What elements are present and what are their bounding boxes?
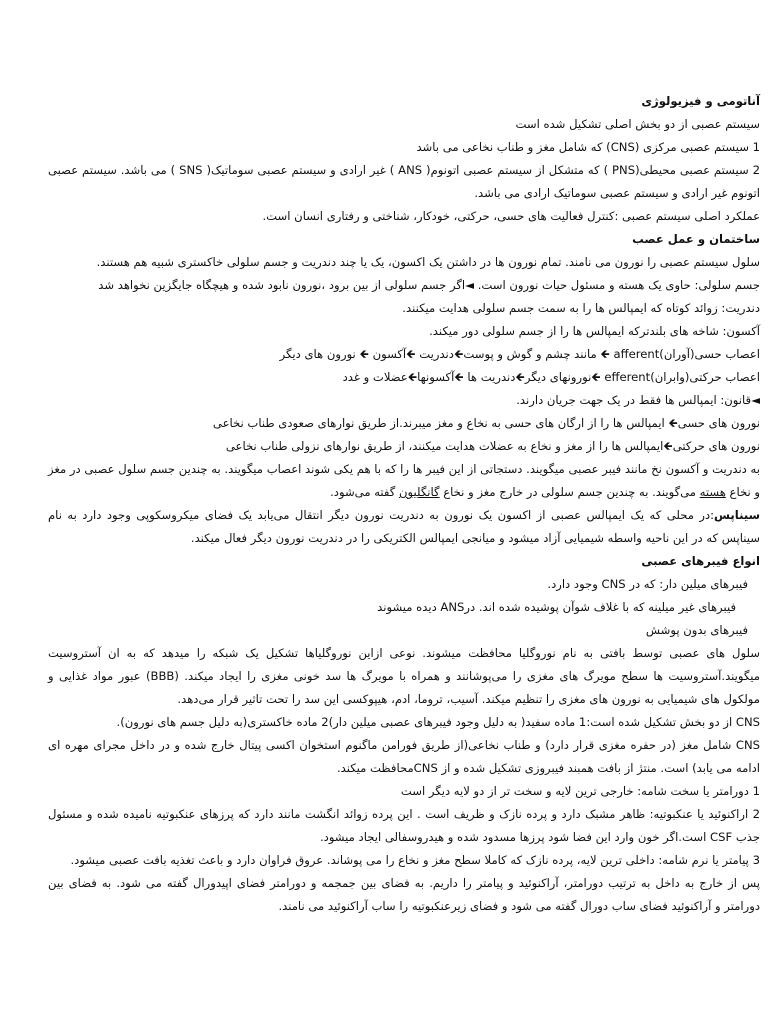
paragraph-neuron: سلول سیستم عصبی را نورون می نامند. تمام نورون ها در داشتن یک اکسون، یک یا چند دندریت و جسم سلولی خاکستری شبیه هم هستند. <box>96 255 760 269</box>
paragraph-cns-meninges: CNS شامل مغز (در حفره مغزی قرار دارد) و طناب نخاعی(از طریق فورامن ماگنوم استخوان اکسی پیتال خارج شده و در داخل مجرای مهره ای ادامه می یابد) است. منتژ از بافت همبند فیبروزی تشکیل شده و از CNSمحافظت میکند. <box>48 738 760 775</box>
paragraph-pns: 2 سیستم عصبی محیطی(PNS ) که متشکل از سیستم عصبی اتونوم( ANS ) غیر ارادی و سیستم عصبی سوماتیک( SNS ) می باشد. سیستم عصبی اتونوم غیر ارادی و سیستم عصبی سوماتیک ارادی می باشد. <box>48 163 760 200</box>
paragraph-cell-body: جسم سلولی: حاوی یک هسته و مسئول حیات نورون است. ◄اگر جسم سلولی از بین برود ،نورون نابود شده و هیچگاه جایگزین نخواهد شد <box>98 278 760 292</box>
underlined-term-nucleus: هسته <box>699 485 726 499</box>
paragraph-afferent: اعصاب حسی(آوران)afferent 🡸 مانند چشم و گوش و پوست🡸دندریت 🡸آکسون 🡸 نورون های دیگر <box>279 347 760 361</box>
paragraph-synapse <box>48 504 760 550</box>
paragraph-nerve-fibers <box>48 458 760 504</box>
paragraph-cns: 1 سیستم عصبی مرکزی (CNS) که شامل مغز و طناب نخاعی می باشد <box>416 140 760 154</box>
paragraph-axon: آکسون: شاخه های بلندترکه ایمپالس ها را از جسم سلولی دور میکند. <box>429 324 760 338</box>
paragraph-nervous-system-parts: سیستم عصبی از دو بخش اصلی تشکیل شده است <box>515 117 760 131</box>
paragraph-main-function: عملکرد اصلی سیستم عصبی :کنترل فعالیت های حسی، حرکتی، خودکار، شناختی و رفتاری انسان است. <box>262 209 760 223</box>
text-run: می‌گویند. به چندین جسم سلولی در خارج مغز و نخاع <box>439 485 700 499</box>
paragraph-dura-mater: 1 دورامتر یا سخت شامه: خارجی ترین لایه و سخت تر از دو لایه دیگر است <box>400 784 760 798</box>
paragraph-rule: ◄قانون: ایمپالس ها فقط در یک جهت جریان دارند. <box>516 393 760 407</box>
text-run: گفته می‌شود. <box>330 485 400 499</box>
paragraph-cns-matter: CNS از دو بخش تشکیل شده است:1 ماده سفید( به دلیل وجود فیبرهای عصبی میلین دار)2 ماده خاکستری(به دلیل جسم های نورون). <box>116 715 760 729</box>
document-page <box>48 90 760 918</box>
paragraph-myelinated: فیبرهای میلین دار: که در CNS وجود دارد. <box>547 577 748 591</box>
bold-term-synapse: سیناپس <box>714 508 760 522</box>
paragraph-efferent: اعصاب حرکتی(وابران)efferent 🡸نورونهای دیگر🡸دندریت ها 🡸آکسونها🡸عضلات و غدد <box>342 370 760 384</box>
paragraph-neuroglia: سلول های عصبی توسط بافتی به نام نوروگلیا محافظت میشوند. نوعی ازاین نوروگلیاها تشکیل یک شبکه را میدهد که به ان آستروسیت میگویند.آستروسیت ها سطح مویرگ های مغزی را می‌پوشانند و همراه با مویرگ ها سد خونی مغزی را ایجاد میکند. (BBB) عبور مواد غذایی و مولکول های شیمیایی به نورون های مغزی را تنظیم میکند. آسیب، تروما، ادم، هیپوکسی این سد را تحت تاثیر قرار می‌دهد. <box>48 646 760 706</box>
text-run: به دندریت و آکسون نخ مانند فیبر عصبی میگویند. دستجاتی از این فیبر ها را که با هم یکی شوند اعصاب میگویند. به چندین جسم سلول عصبی در مغز و نخاع <box>48 462 760 499</box>
heading-fiber-types: انواع فیبرهای عصبی <box>641 554 760 568</box>
paragraph-unmyelinated: فیبرهای غیر میلینه که با غلاف شوآن پوشیده شده اند. درANS دیده میشوند <box>377 600 736 614</box>
paragraph-spaces: پس از خارج به داخل به ترتیب دورامتر، آراکنوئید و پیامتر را داریم. به فضای بین جمجمه و دورامتر فضای اپیدورال گفته می شود. به فضای بین دورامتر و آراکنوئید فضای ساب دورال گفته می شود و فضای زیرعنکبوتیه را ساب آراکنوئید می نامند. <box>48 876 760 913</box>
paragraph-uncovered: فیبرهای بدون پوشش <box>645 623 748 637</box>
underlined-term-ganglion: گانگلیون <box>399 485 440 499</box>
heading-anatomy-physiology: آناتومی و فیزیولوژی <box>641 94 760 108</box>
paragraph-sensory-neurons: نورون های حسی🡸 ایمپالس ها را از ارگان های حسی به نخاع و مغز میبرند.از طریق نوارهای صعودی طناب نخاعی <box>212 416 760 430</box>
paragraph-dendrite: دندریت: زوائد کوتاه که ایمپالس ها را به سمت جسم سلولی هدایت میکنند. <box>402 301 760 315</box>
heading-nerve-structure: ساختمان و عمل عصب <box>632 232 760 246</box>
text-run: :در محلی که یک ایمپالس عصبی از اکسون یک نورون به دندریت نورون دیگر انتقال می‌یابد یک فضای میکروسکوپی وجود دارد به نام سیناپس که در این ناحیه واسطه شیمیایی آزاد میشود و میانجی ایمپالس الکتریکی را در دندریت نورون دیگر فعال میکند. <box>48 508 760 545</box>
paragraph-motor-neurons: نورون های حرکتی🡸ایمپالس ها را از مغز و نخاع به عضلات هدایت میکنند، از طریق نوارهای نزولی طناب نخاعی <box>225 439 760 453</box>
paragraph-arachnoid: 2 اراکنوئید یا عنکبوتیه: ظاهر مشبک دارد و پرده نازک و ظریف است . این پرده زوائد انگشت مانند دارد که پرزهای عنکبوتیه نامیده شده و مسئول جذب CSF است.اگر خون وارد این فضا شود پرزها مسدود شده و هیدروسفالی ایجاد میشود. <box>48 807 760 844</box>
paragraph-pia-mater: 3 پیامتر یا نرم شامه: داخلی ترین لایه، پرده نازک که کاملا سطح مغز و نخاع را می پوشاند. عروق فراوان دارد و باعث تغذیه بافت عصبی میشود. <box>70 853 760 867</box>
